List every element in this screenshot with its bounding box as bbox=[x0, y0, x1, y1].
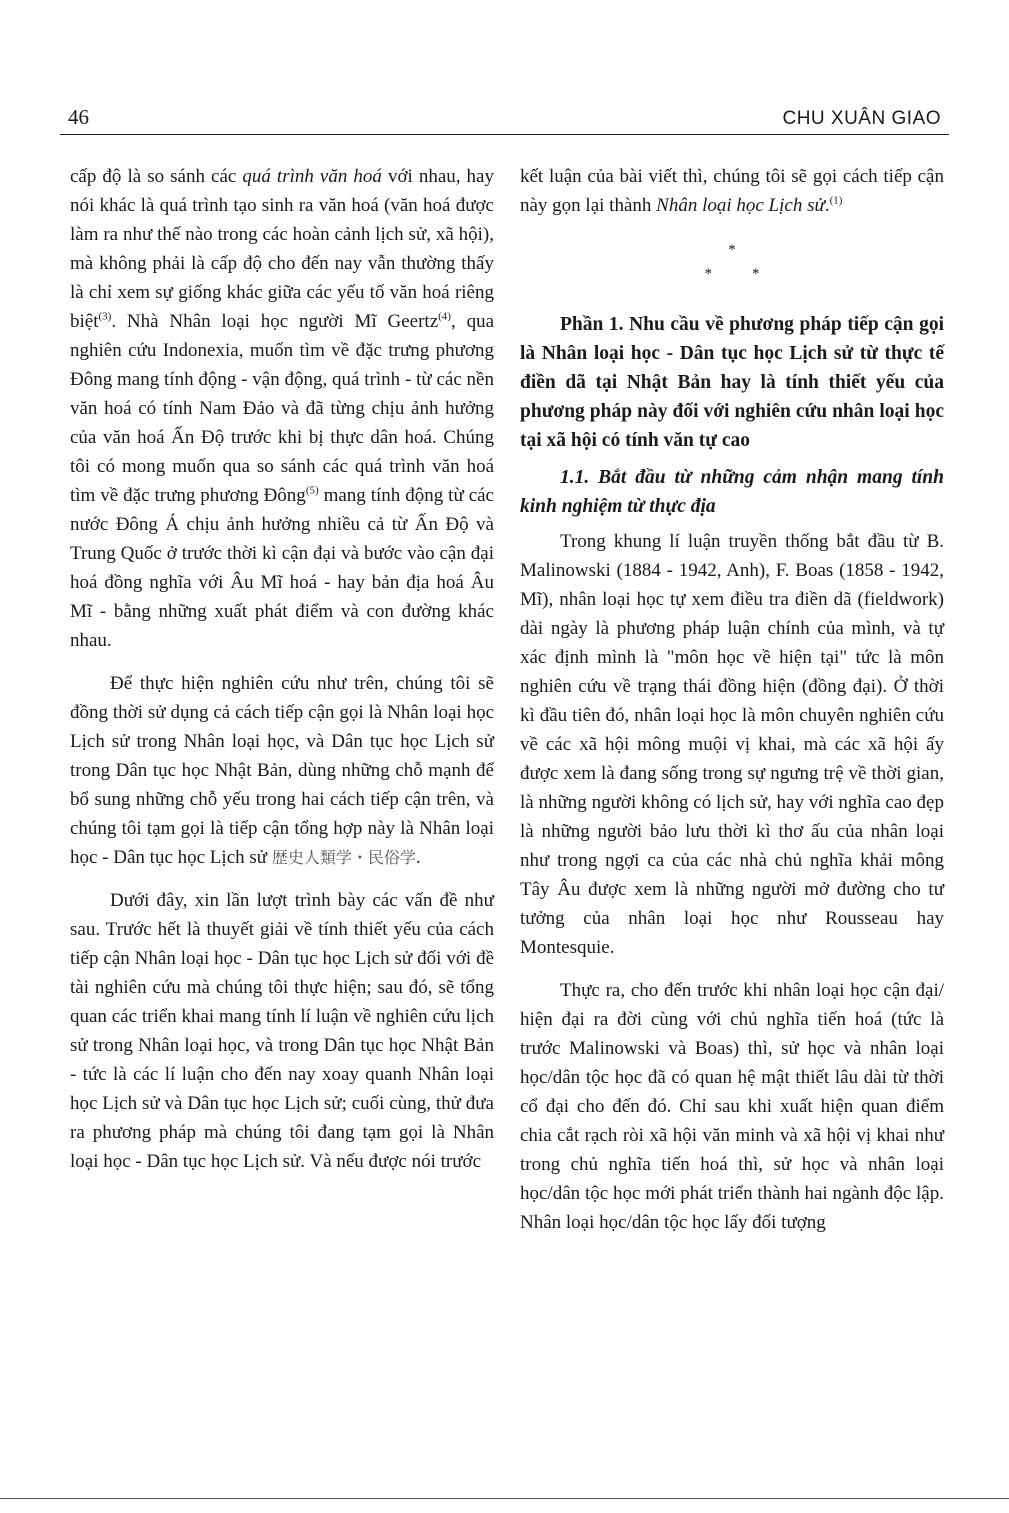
subsection-heading: 1.1. Bắt đầu từ những cảm nhận mang tính kinh nghiệm từ thực địa bbox=[520, 467, 944, 517]
left-column bbox=[70, 162, 494, 1176]
paragraph: Thực ra, cho đến trước khi nhân loại học cận đại/ hiện đại ra đời cùng với chủ nghĩa tiến hoá (tức là trước Malinowski và Boas) thì, sử học và nhân loại học/dân tộc học đã có quan hệ mật thiết lâu dài từ thời cổ đại cho đến đó. Chỉ sau khi xuất hiện quan điểm chia cắt rạch ròi xã hội văn minh và xã hội vị khai như trong chủ nghĩa tiến hoá thì, sử học và nhân loại học/dân tộc học mới phát triển thành hai ngành độc lập. Nhân loại học/dân tộc học lấy đối tượng bbox=[520, 980, 944, 1233]
footnote-marker: (5) bbox=[305, 484, 319, 497]
section-divider-stars bbox=[520, 238, 944, 286]
text-run: với nhau, hay nói khác là quá trình tạo sinh ra văn hoá (văn hoá được làm ra như thế nào trong các hoàn cảnh lịch sử, xã hội), mà không phải là cấp độ cho đến nay vẫn thường thấy là chỉ xem sự giống khác giữa các yếu tố văn hoá riêng biệt bbox=[70, 166, 494, 332]
star-glyph: * bbox=[728, 242, 736, 258]
footer-rule bbox=[0, 1498, 1009, 1499]
running-head-author: CHU XUÂN GIAO bbox=[782, 108, 941, 129]
footnote-marker: (4) bbox=[438, 310, 451, 323]
footnote-marker: (1) bbox=[829, 194, 843, 207]
page-header bbox=[68, 100, 941, 130]
cjk-term: 歴史人類学・民俗学 bbox=[271, 848, 416, 867]
page-number: 46 bbox=[68, 105, 89, 129]
star-glyph: * bbox=[704, 266, 712, 282]
text-run: cấp độ là so sánh các bbox=[70, 166, 243, 187]
footnote-marker: (3) bbox=[98, 310, 112, 323]
text-run: . bbox=[415, 847, 421, 868]
paragraph: Trong khung lí luận truyền thống bắt đầu từ B. Malinowski (1884 - 1942, Anh), F. Boas (1858 - 1942, Mĩ), nhân loại học tự xem điều tra điền dã (fieldwork) dài ngày là phương pháp luận chính của mình, và tự xác định mình là "môn học về hiện tại" tức là môn nghiên cứu về trạng thái đồng hiện (đồng đại). Ở thời kì đầu tiên đó, nhân loại học là môn chuyên nghiên cứu về các xã hội mông muội vị khai, mà các xã hội ấy được xem là đang sống trong sự ngưng trệ về thời gian, là những người không có lịch sử, hay với nghĩa cao đẹp là những người bảo lưu thời kì thơ ấu của nhân loại như trong ngợi ca của các nhà chủ nghĩa khải mông Tây Âu được xem là những người mở đường cho tư tưởng của nhân loại học như Rousseau hay Montesquie. bbox=[520, 531, 944, 958]
text-run: . Nhà Nhân loại học người Mĩ Geertz bbox=[111, 311, 439, 332]
paragraph: Dưới đây, xin lần lượt trình bày các vấn đề như sau. Trước hết là thuyết giải về tính thiết yếu của cách tiếp cận Nhân loại học - Dân tục học Lịch sử đối với đề tài nghiên cứu mà chúng tôi thực hiện; sau đó, sẽ tổng quan các triển khai mang tính lí luận về nghiên cứu lịch sử trong Nhân loại học, và trong Dân tục học Nhật Bản - tức là các lí luận cho đến nay xoay quanh Nhân loại học Lịch sử và Dân tục học Lịch sử; cuối cùng, thử đưa ra phương pháp mà chúng tôi đang tạm gọi là Nhân loại học - Dân tục học Lịch sử. Và nếu được nói trước bbox=[70, 890, 494, 1172]
text-run: mang tính động từ các nước Đông Á chịu ảnh hưởng nhiều cả từ Ấn Độ và Trung Quốc ở trước thời kì cận đại và bước vào cận đại hoá đồng nghĩa với Âu Mĩ hoá - hay bản địa hoá Âu Mĩ - bằng những xuất phát điểm và con đường khác nhau. bbox=[70, 485, 494, 651]
paragraph bbox=[520, 162, 944, 220]
text-run: kết luận của bài viết thì, chúng tôi sẽ gọi cách tiếp cận này gọn lại thành bbox=[520, 166, 944, 216]
emphasis-text: quá trình văn hoá bbox=[242, 166, 382, 187]
text-run: . bbox=[824, 195, 830, 216]
right-column bbox=[520, 162, 944, 1237]
paragraph bbox=[70, 162, 494, 655]
star-glyph: * bbox=[752, 266, 760, 282]
paragraph bbox=[70, 669, 494, 872]
text-run: , qua nghiên cứu Indonexia, muốn tìm về đặc trưng phương Đông mang tính động - vận động, quá trình - từ các nền văn hoá có tính Nam Đảo và đã từng chịu ảnh hưởng của văn hoá Ấn Độ trước khi bị thực dân hoá. Chúng tôi có mong muốn qua so sánh các quá trình văn hoá tìm về đặc trưng phương Đông bbox=[70, 311, 494, 506]
emphasis-text: Nhân loại học Lịch sử bbox=[656, 195, 825, 216]
header-rule bbox=[60, 134, 949, 135]
text-run: Để thực hiện nghiên cứu như trên, chúng tôi sẽ đồng thời sử dụng cả cách tiếp cận gọi là Nhân loại học Lịch sử trong Nhân loại học, và Dân tục học Lịch sử trong Dân tục học Nhật Bản, dùng những chỗ mạnh để bổ sung những chỗ yếu trong hai cách tiếp cận trên, và chúng tôi tạm gọi là tiếp cận tổng hợp này là Nhân loại học - Dân tục học Lịch sử bbox=[70, 673, 494, 868]
section-heading: Phần 1. Nhu cầu về phương pháp tiếp cận gọi là Nhân loại học - Dân tục học Lịch sử từ thực tế điền dã tại Nhật Bản hay là tính thiết yếu của phương pháp này đối với nghiên cứu nhân loại học tại xã hội có tính văn tự cao bbox=[520, 314, 944, 451]
